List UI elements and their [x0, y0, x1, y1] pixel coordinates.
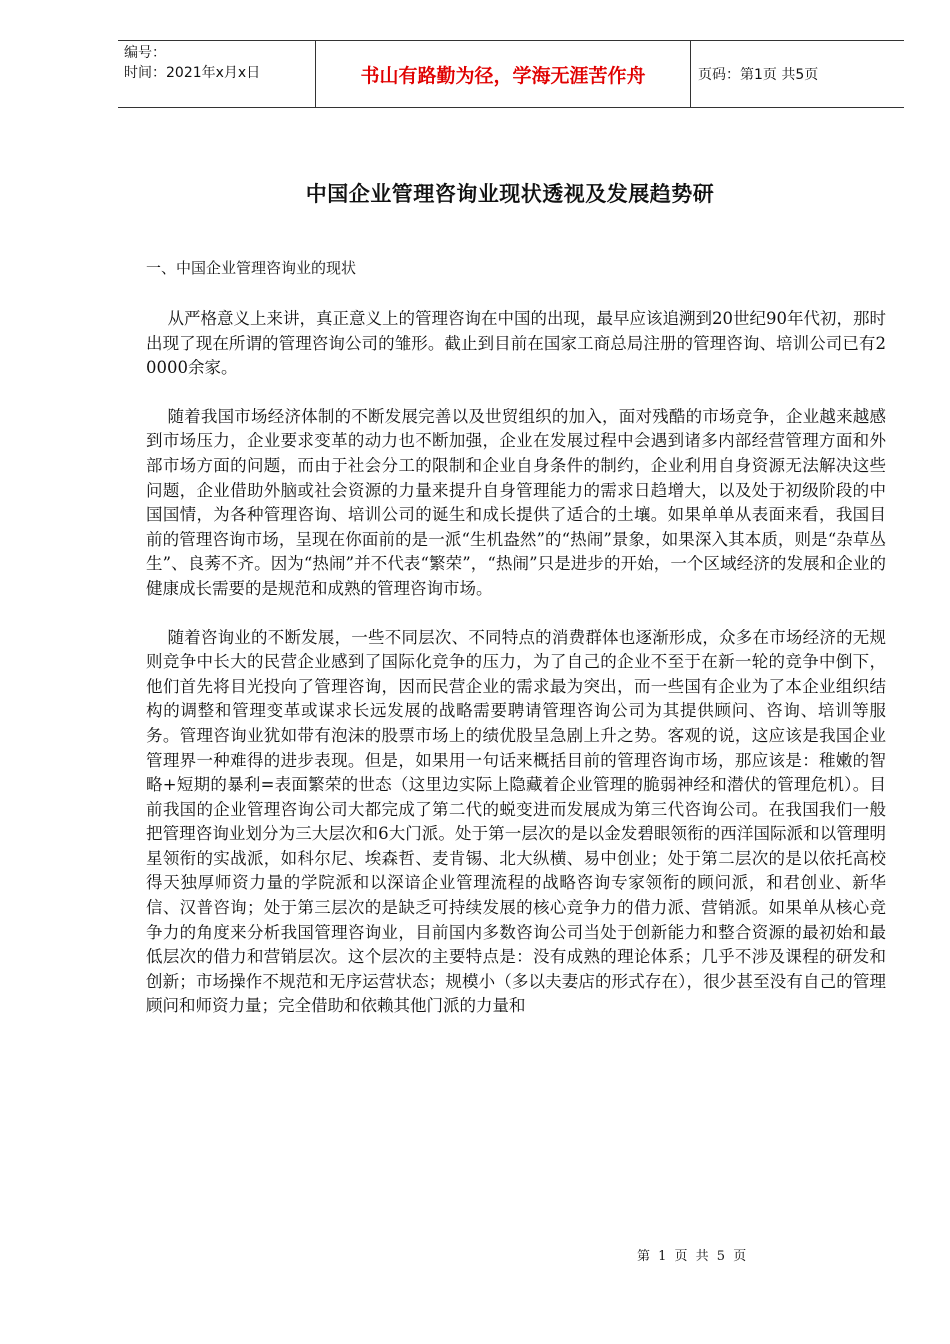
header-motto: 书山有路勤为径，学海无涯苦作舟: [315, 41, 691, 107]
header-meta: [124, 43, 314, 83]
document-title: 中国企业管理咨询业现状透视及发展趋势研: [305, 181, 715, 206]
paragraph-3: 随着咨询业的不断发展，一些不同层次、不同特点的消费群体也逐渐形成，众多在市场经济的无规则竞争中长大的民营企业感到了国际化竞争的压力，为了自己的企业不至于在新一轮的竞争中倒下，他们首先将目光投向了管理咨询，因而民营企业的需求最为突出，而一些国有企业为了本企业组织结构的调整和管理变革或谋求长远发展的战略需要聘请管理咨询公司为其提供顾问、咨询、培训等服务。管理咨询业犹如带有泡沫的股票市场上的绩优股呈急剧上升之势。客观的说，这应该是我国企业管理界一种难得的进步表现。但是，如果用一句话来概括目前的管理咨询市场，那应该是：稚嫩的智略+短期的暴利=表面繁荣的世态（这里边实际上隐藏着企业管理的脆弱神经和潜伏的管理危机）。目前我国的企业管理咨询公司大都完成了第二代的蜕变进而发展成为第三代咨询公司。在我国我们一般把管理咨询业划分为三大层次和6大门派。处于第一层次的是以金发碧眼领衔的西洋国际派和以管理明星领衔的实战派，如科尔尼、埃森哲、麦肯锡、北大纵横、易中创业；处于第二层次的是以依托高校得天独厚师资力量的学院派和以深谙企业管理流程的战略咨询专家领衔的顾问派，和君创业、新华信、汉普咨询；处于第三层次的是缺乏可持续发展的核心竞争力的借力派、营销派。如果单从核心竞争力的角度来分析我国管理咨询业，目前国内多数咨询公司当处于创新能力和整合资源的最初始和最低层次的借力和营销层次。这个层次的主要特点是：没有成熟的理论体系；几乎不涉及课程的研发和创新；市场操作不规范和无序运营状态；规模小（多以夫妻店的形式存在），很少甚至没有自己的管理顾问和师资力量；完全借助和依赖其他门派的力量和: [146, 627, 886, 1016]
page-footer: 第 1 页 共 5 页: [637, 1249, 749, 1264]
paragraph-1: 从严格意义上来讲，真正意义上的管理咨询在中国的出现，最早应该追溯到20世纪90年代初，那时出现了现在所谓的管理咨询公司的雏形。截止到目前在国家工商总局注册的管理咨询、培训公司已有20000余家。: [146, 309, 886, 378]
section-heading: 一、中国企业管理咨询业的现状: [146, 259, 357, 277]
number-label: 编号：: [124, 45, 166, 61]
paragraph-2: 随着我国市场经济体制的不断发展完善以及世贸组织的加入，面对残酷的市场竞争，企业越来越感到市场压力，企业要求变革的动力也不断加强，企业在发展过程中会遇到诸多内部经营管理方面和外部市场方面的问题，而由于社会分工的限制和企业自身条件的制约，企业利用自身资源无法解决这些问题，企业借助外脑或社会资源的力量来提升自身管理能力的需求日趋增大，以及处于初级阶段的中国国情，为各种管理咨询、培训公司的诞生和成长提供了适合的土壤。如果单单从表面来看，我国目前的管理咨询市场，呈现在你面前的是一派“生机盎然”的“热闹”景象，如果深入其本质，则是“杂草丛生”、良莠不齐。因为“热闹”并不代表“繁荣”，“热闹”只是进步的开始，一个区域经济的发展和企业的健康成长需要的是规范和成熟的管理咨询市场。: [146, 406, 886, 598]
page-header: [118, 40, 904, 108]
time-label: 时间：2021年x月x日: [124, 65, 261, 81]
header-page-info: 页码：第1页 共5页: [698, 67, 819, 83]
document-body: [146, 307, 886, 1043]
